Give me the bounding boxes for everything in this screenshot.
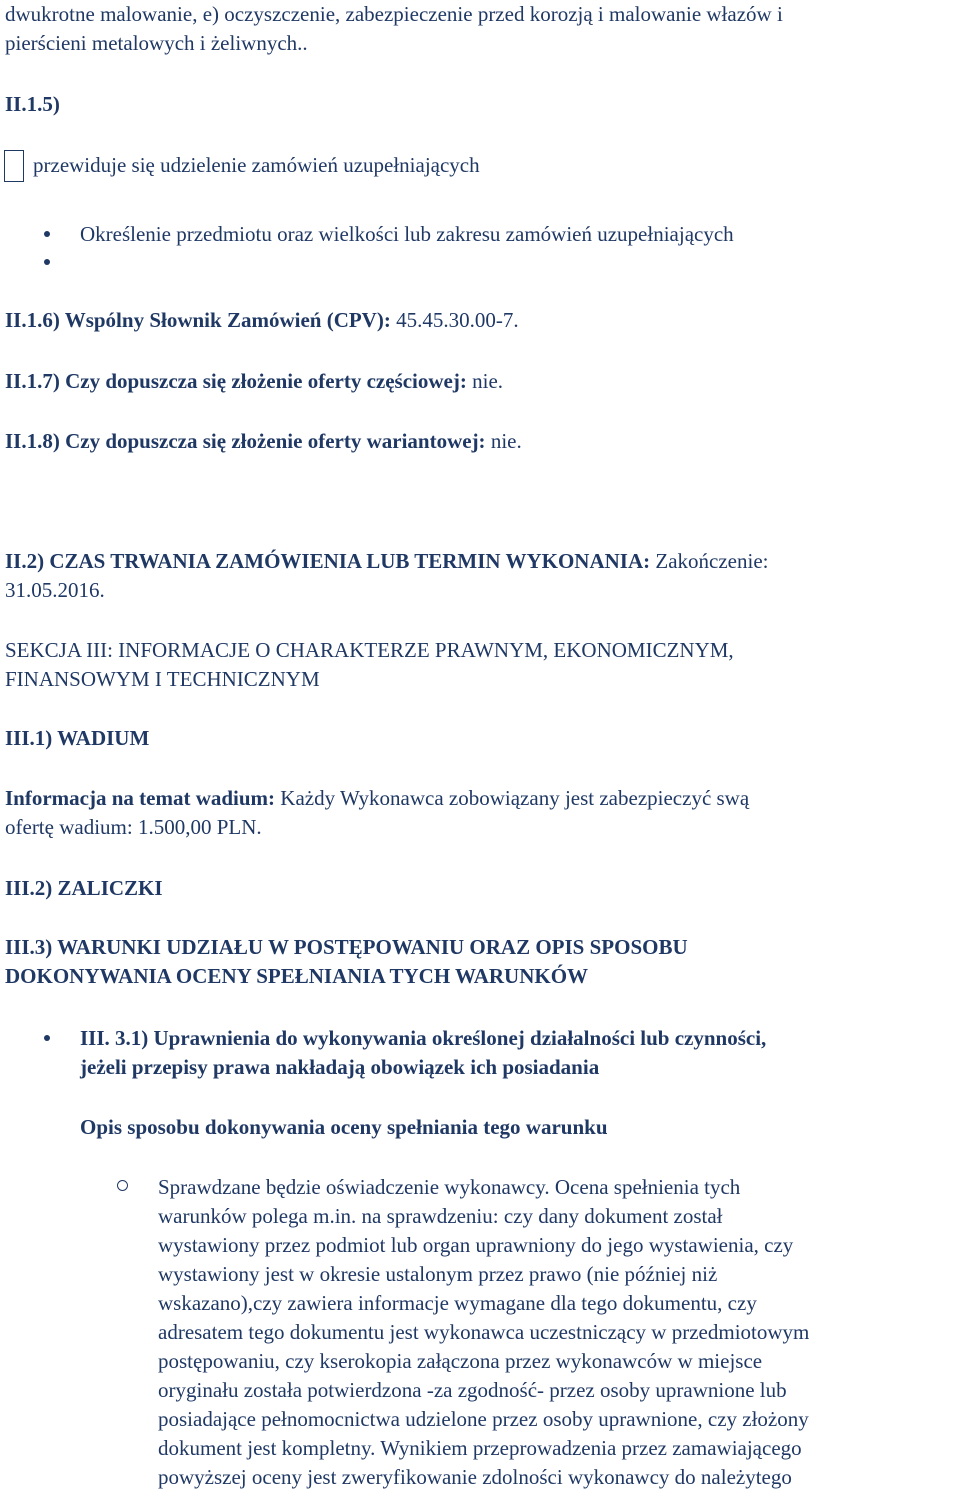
- cpv-value: 45.45.30.00-7.: [396, 308, 519, 332]
- warunki-udzialu-line-1: III.3) WARUNKI UDZIAŁU W POSTĘPOWANIU ORAZ OPIS SPOSOBU: [5, 935, 688, 959]
- czas-trwania-date: 31.05.2016.: [5, 578, 105, 602]
- section-ii-1-5-number: II.1.5): [5, 92, 60, 116]
- sekcja-iii-line-2: FINANSOWYM I TECHNICZNYM: [5, 667, 320, 691]
- czas-trwania-label: II.2) CZAS TRWANIA ZAMÓWIENIA LUB TERMIN WYKONANIA:: [5, 549, 651, 573]
- wadium-value-line-1: Każdy Wykonawca zobowiązany jest zabezpieczyć swą: [280, 786, 750, 810]
- uprawnienia-heading: [80, 1024, 955, 1082]
- opis-paragraph-line: oryginału została potwierdzona -za zgodność- przez osoby uprawnione lub: [158, 1378, 787, 1402]
- bullet-icon: [44, 259, 50, 265]
- wadium-label: Informacja na temat wadium:: [5, 786, 276, 810]
- opis-sposobu-heading: Opis sposobu dokonywania oceny spełniania tego warunku: [80, 1115, 608, 1139]
- cpv-label: II.1.6) Wspólny Słownik Zamówień (CPV):: [5, 308, 391, 332]
- opis-paragraph-line: adresatem tego dokumentu jest wykonawca uczestniczący w przedmiotowym: [158, 1320, 810, 1344]
- opis-paragraph-line: wystawiony jest w okresie ustalonym przez prawo (nie później niż: [158, 1262, 718, 1286]
- oferta-czesciowa-value: nie.: [472, 369, 504, 393]
- intro-line-2: pierścieni metalowych i żeliwnych..: [5, 31, 308, 55]
- section-ii-1-6: [5, 306, 519, 335]
- bullet-icon: [44, 1035, 50, 1041]
- zaliczki-heading: III.2) ZALICZKI: [5, 876, 163, 900]
- oferta-wariantowa-label: II.1.8) Czy dopuszcza się złożenie oferty wariantowej:: [5, 429, 486, 453]
- warunki-udzialu-heading: [5, 933, 955, 991]
- opis-paragraph-line: warunków polega m.in. na sprawdzeniu: czy dany dokument został: [158, 1204, 723, 1228]
- section-ii-2: [5, 547, 955, 605]
- bullet-icon: [44, 231, 50, 237]
- section-ii-1-7: [5, 367, 503, 396]
- section-ii-1-8: [5, 427, 522, 456]
- opis-paragraph-line: postępowaniu, czy kserokopia załączona przez wykonawców w miejsce: [158, 1349, 763, 1373]
- opis-paragraph: [158, 1173, 958, 1492]
- circle-bullet-icon: [117, 1180, 128, 1191]
- wadium-heading: III.1) WADIUM: [5, 726, 150, 750]
- oferta-czesciowa-label: II.1.7) Czy dopuszcza się złożenie oferty częściowej:: [5, 369, 467, 393]
- oferta-wariantowa-value: nie.: [490, 429, 522, 453]
- bullet-item-1: Określenie przedmiotu oraz wielkości lub zakresu zamówień uzupełniających: [80, 222, 734, 246]
- czas-trwania-value: Zakończenie:: [655, 549, 769, 573]
- wadium-info: [5, 784, 955, 842]
- uprawnienia-line-2: jeżeli przepisy prawa nakładają obowiązek ich posiadania: [80, 1055, 600, 1079]
- opis-paragraph-line: powyższej oceny jest zweryfikowanie zdolności wykonawcy do należytego: [158, 1465, 792, 1489]
- opis-paragraph-line: dokument jest kompletny. Wynikiem przeprowadzenia przez zamawiającego: [158, 1436, 802, 1460]
- warunki-udzialu-line-2: DOKONYWANIA OCENY SPEŁNIANIA TYCH WARUNKÓW: [5, 964, 589, 988]
- opis-paragraph-line: posiadające pełnomocnictwa udzielone przez osoby uprawnione, czy złożony: [158, 1407, 809, 1431]
- sekcja-iii-line-1: SEKCJA III: INFORMACJE O CHARAKTERZE PRAWNYM, EKONOMICZNYM,: [5, 638, 734, 662]
- uprawnienia-line-1: III. 3.1) Uprawnienia do wykonywania określonej działalności lub czynności,: [80, 1026, 767, 1050]
- zamowienia-uzupelniajace-checkbox[interactable]: [4, 150, 24, 182]
- intro-text: [5, 0, 955, 58]
- opis-paragraph-line: wystawiony przez podmiot lub organ uprawniony do jego wystawienia, czy: [158, 1233, 794, 1257]
- intro-line-1: dwukrotne malowanie, e) oczyszczenie, zabezpieczenie przed korozją i malowanie włazów i: [5, 2, 783, 26]
- checkbox-label: przewiduje się udzielenie zamówień uzupełniających: [33, 153, 480, 177]
- sekcja-iii-title: [5, 636, 955, 694]
- opis-paragraph-line: wskazano),czy zawiera informacje wymagane dla tego dokumentu, czy: [158, 1291, 757, 1315]
- wadium-value-line-2: ofertę wadium: 1.500,00 PLN.: [5, 815, 262, 839]
- opis-paragraph-line: Sprawdzane będzie oświadczenie wykonawcy. Ocena spełnienia tych: [158, 1175, 741, 1199]
